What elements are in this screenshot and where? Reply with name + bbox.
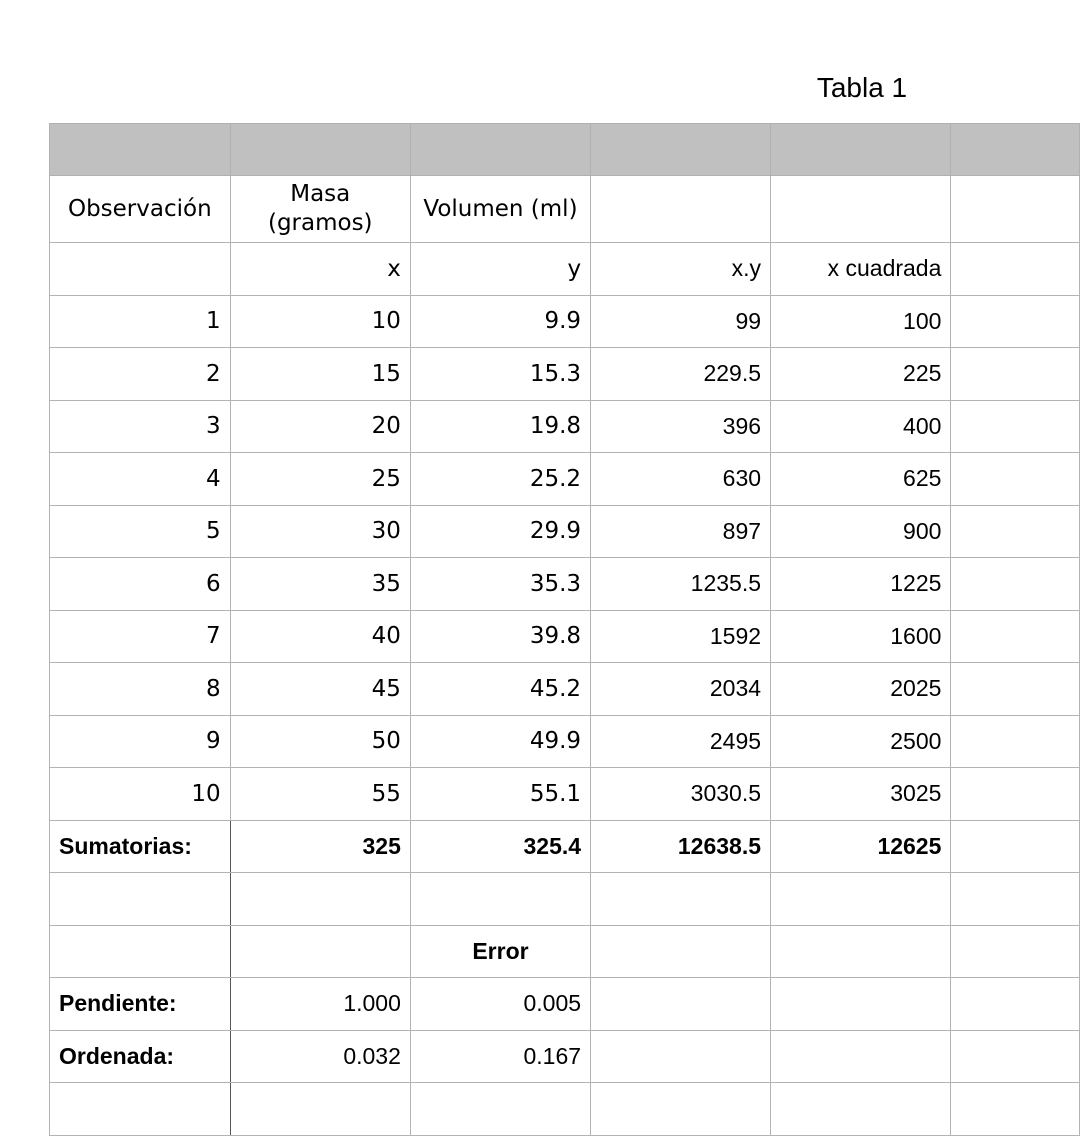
table-cell[interactable] (771, 873, 951, 926)
x-cell[interactable]: 30 (230, 505, 410, 558)
xy-cell[interactable]: 396 (591, 400, 771, 453)
table-cell[interactable] (591, 124, 771, 176)
x2-cell[interactable]: 2500 (771, 715, 951, 768)
table-row (50, 400, 1080, 453)
observation-cell[interactable]: 10 (50, 768, 231, 821)
table-cell[interactable] (50, 243, 231, 296)
table-cell[interactable] (591, 1083, 771, 1136)
header-observacion[interactable]: Observación (50, 176, 231, 243)
table-cell[interactable] (951, 925, 1080, 978)
empty-row (50, 873, 1080, 926)
table-cell[interactable] (951, 978, 1080, 1031)
y-cell[interactable]: 55.1 (410, 768, 590, 821)
table-cell[interactable] (230, 1083, 410, 1136)
table-cell[interactable] (591, 978, 771, 1031)
table-row (50, 295, 1080, 348)
xy-cell[interactable]: 229.5 (591, 348, 771, 401)
y-cell[interactable]: 9.9 (410, 295, 590, 348)
x-cell[interactable]: 50 (230, 715, 410, 768)
observation-cell[interactable]: 4 (50, 453, 231, 506)
x2-cell[interactable]: 625 (771, 453, 951, 506)
x2-cell[interactable]: 1600 (771, 610, 951, 663)
table-cell[interactable] (951, 610, 1080, 663)
table-row (50, 663, 1080, 716)
variable-row (50, 243, 1080, 296)
y-cell[interactable]: 19.8 (410, 400, 590, 453)
pendiente-error[interactable]: 0.005 (410, 978, 590, 1031)
table-cell[interactable] (951, 558, 1080, 611)
y-cell[interactable]: 39.8 (410, 610, 590, 663)
sum-xy-cell[interactable]: 12638.5 (591, 820, 771, 873)
observation-cell[interactable]: 6 (50, 558, 231, 611)
observation-cell[interactable]: 5 (50, 505, 231, 558)
table-row (50, 715, 1080, 768)
table-cell[interactable] (50, 1083, 231, 1136)
table-cell[interactable] (951, 295, 1080, 348)
x-cell[interactable]: 45 (230, 663, 410, 716)
table-cell[interactable] (771, 1083, 951, 1136)
table-cell[interactable] (591, 873, 771, 926)
x-cell[interactable]: 40 (230, 610, 410, 663)
xy-cell[interactable]: 1592 (591, 610, 771, 663)
table-cell[interactable] (50, 873, 231, 926)
xy-cell[interactable]: 99 (591, 295, 771, 348)
ordenada-label[interactable]: Ordenada: (50, 1030, 231, 1083)
x-cell[interactable]: 25 (230, 453, 410, 506)
table-cell[interactable] (591, 925, 771, 978)
table-cell[interactable] (50, 124, 231, 176)
sums-row (50, 820, 1080, 873)
table-row (50, 610, 1080, 663)
observation-cell[interactable]: 3 (50, 400, 231, 453)
x-cell[interactable]: 10 (230, 295, 410, 348)
table-cell[interactable] (771, 925, 951, 978)
x2-cell[interactable]: 1225 (771, 558, 951, 611)
x-cell[interactable]: 15 (230, 348, 410, 401)
xy-cell[interactable]: 2495 (591, 715, 771, 768)
y-cell[interactable]: 15.3 (410, 348, 590, 401)
table-cell[interactable] (771, 176, 951, 243)
table-cell[interactable] (410, 124, 590, 176)
table-cell[interactable] (951, 453, 1080, 506)
table-cell[interactable] (951, 176, 1080, 243)
header-x[interactable]: x (230, 243, 410, 296)
table-cell[interactable] (951, 400, 1080, 453)
column-header-row (50, 176, 1080, 243)
table-row (50, 558, 1080, 611)
table-row (50, 348, 1080, 401)
ordenada-error[interactable]: 0.167 (410, 1030, 590, 1083)
xy-cell[interactable]: 630 (591, 453, 771, 506)
table-cell[interactable] (951, 348, 1080, 401)
x2-cell[interactable]: 3025 (771, 768, 951, 821)
y-cell[interactable]: 29.9 (410, 505, 590, 558)
header-x2[interactable]: x cuadrada (771, 243, 951, 296)
table-title: Tabla 1 (816, 72, 908, 103)
y-cell[interactable]: 49.9 (410, 715, 590, 768)
ordenada-row (50, 1030, 1080, 1083)
table-cell[interactable] (951, 768, 1080, 821)
table-cell[interactable] (230, 873, 410, 926)
header-band-row (50, 124, 1080, 176)
observation-cell[interactable]: 1 (50, 295, 231, 348)
x2-cell[interactable]: 900 (771, 505, 951, 558)
table-cell[interactable] (951, 243, 1080, 296)
empty-row (50, 1083, 1080, 1136)
table-row (50, 768, 1080, 821)
pendiente-row (50, 978, 1080, 1031)
table-row (50, 453, 1080, 506)
header-volumen[interactable]: Volumen (ml) (410, 176, 590, 243)
table-cell[interactable] (951, 663, 1080, 716)
header-xy[interactable]: x.y (591, 243, 771, 296)
pendiente-label[interactable]: Pendiente: (50, 978, 231, 1031)
y-cell[interactable]: 35.3 (410, 558, 590, 611)
sum-x2-cell[interactable]: 12625 (771, 820, 951, 873)
xy-cell[interactable]: 1235.5 (591, 558, 771, 611)
x2-cell[interactable]: 225 (771, 348, 951, 401)
xy-cell[interactable]: 897 (591, 505, 771, 558)
x2-cell[interactable]: 2025 (771, 663, 951, 716)
table-cell[interactable] (230, 124, 410, 176)
table-cell[interactable] (951, 505, 1080, 558)
error-header-row (50, 925, 1080, 978)
table-cell[interactable] (951, 1083, 1080, 1136)
table-cell[interactable] (410, 873, 590, 926)
header-y[interactable]: y (410, 243, 590, 296)
table-cell[interactable] (591, 1030, 771, 1083)
table-cell[interactable] (771, 124, 951, 176)
table-cell[interactable] (591, 176, 771, 243)
table-cell[interactable] (951, 124, 1080, 176)
sum-x-cell[interactable]: 325 (230, 820, 410, 873)
table-cell[interactable] (771, 978, 951, 1031)
table-cell[interactable] (50, 925, 231, 978)
table-cell[interactable] (951, 1030, 1080, 1083)
header-masa[interactable]: Masa (gramos) (230, 176, 410, 243)
y-cell[interactable]: 25.2 (410, 453, 590, 506)
sum-y-cell[interactable]: 325.4 (410, 820, 590, 873)
table-row (50, 505, 1080, 558)
table-cell[interactable] (230, 925, 410, 978)
observation-cell[interactable]: 8 (50, 663, 231, 716)
table-cell[interactable] (951, 715, 1080, 768)
table-cell[interactable] (951, 873, 1080, 926)
x-cell[interactable]: 55 (230, 768, 410, 821)
ordenada-value[interactable]: 0.032 (230, 1030, 410, 1083)
observation-cell[interactable]: 2 (50, 348, 231, 401)
table-cell[interactable] (410, 1083, 590, 1136)
sums-label[interactable]: Sumatorias: (50, 820, 231, 873)
spreadsheet-table (49, 123, 1080, 1136)
xy-cell[interactable]: 3030.5 (591, 768, 771, 821)
table-cell[interactable] (951, 820, 1080, 873)
table-cell[interactable] (771, 1030, 951, 1083)
pendiente-value[interactable]: 1.000 (230, 978, 410, 1031)
x2-cell[interactable]: 100 (771, 295, 951, 348)
x2-cell[interactable]: 400 (771, 400, 951, 453)
y-cell[interactable]: 45.2 (410, 663, 590, 716)
x-cell[interactable]: 20 (230, 400, 410, 453)
error-label[interactable]: Error (410, 925, 590, 978)
x-cell[interactable]: 35 (230, 558, 410, 611)
xy-cell[interactable]: 2034 (591, 663, 771, 716)
observation-cell[interactable]: 7 (50, 610, 231, 663)
observation-cell[interactable]: 9 (50, 715, 231, 768)
